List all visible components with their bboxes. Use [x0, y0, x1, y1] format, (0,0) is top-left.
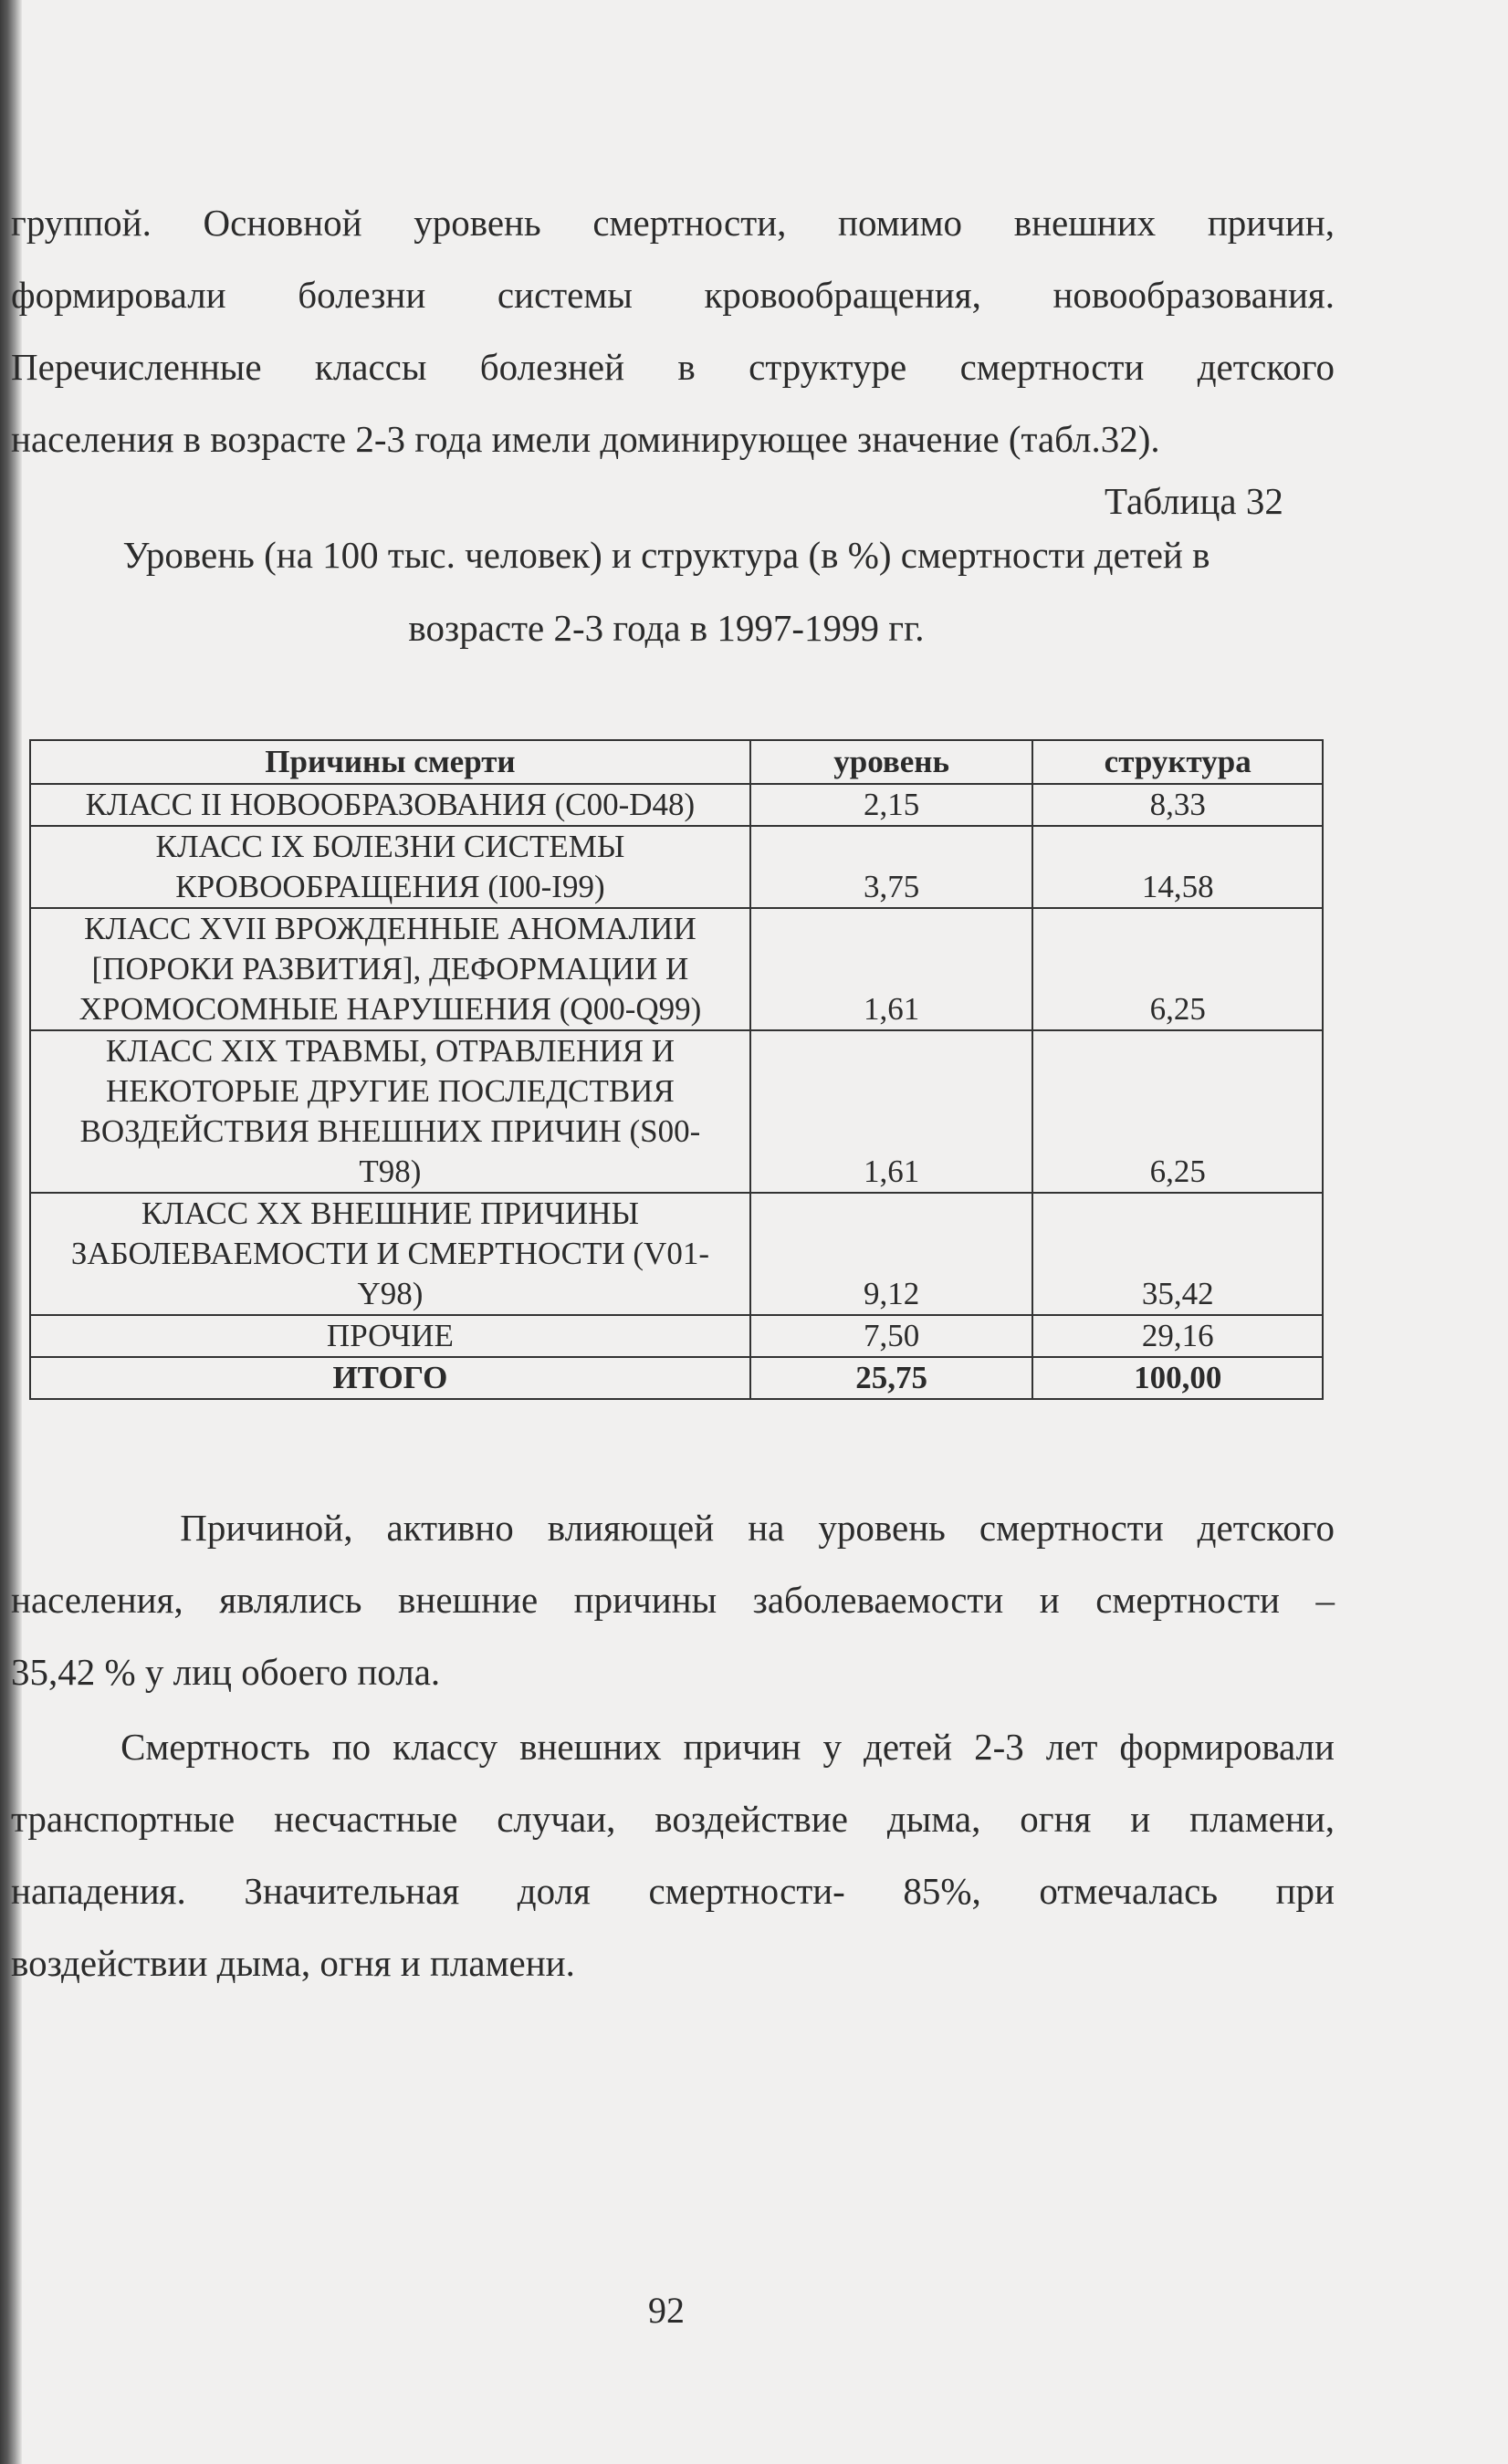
cause-cell: [30, 908, 750, 1030]
paragraph-line: нападения. Значительная доля смертности- 85%, отмечалась при: [11, 1870, 1335, 1912]
total-level-cell: 25,75: [750, 1357, 1033, 1399]
structure-cell: 14,58: [1032, 826, 1323, 908]
paragraph-line: Смертность по классу внешних причин у детей 2-3 лет формировали: [11, 1726, 1335, 1768]
table-total-row: [30, 1357, 1323, 1399]
cause-cell: [30, 1315, 750, 1357]
paragraph-line: формировали болезни системы кровообращения, новообразования.: [11, 274, 1335, 316]
paragraph-intro: [11, 187, 1335, 475]
cause-line: НЕКОТОРЫЕ ДРУГИЕ ПОСЛЕДСТВИЯ: [106, 1073, 675, 1109]
column-header-cause: Причины смерти: [30, 740, 750, 784]
cause-line: КРОВООБРАЩЕНИЯ (I00-I99): [175, 869, 605, 904]
table-caption: [0, 527, 1333, 655]
mortality-table: [29, 739, 1324, 1400]
paragraph-external-causes: [11, 1492, 1335, 1708]
cause-line: КЛАСС XVII ВРОЖДЕННЫЕ АНОМАЛИИ: [84, 911, 696, 946]
level-cell: 1,61: [750, 1030, 1033, 1193]
cause-line: [ПОРОКИ РАЗВИТИЯ], ДЕФОРМАЦИИ И: [91, 951, 689, 987]
cause-line: КЛАСС XIX ТРАВМЫ, ОТРАВЛЕНИЯ И: [105, 1033, 675, 1069]
cause-cell: [30, 784, 750, 826]
paragraph-line: транспортные несчастные случаи, воздействие дыма, огня и пламени,: [11, 1798, 1335, 1840]
cause-cell: [30, 826, 750, 908]
cause-line: КЛАСС XX ВНЕШНИЕ ПРИЧИНЫ: [141, 1195, 640, 1231]
paragraph-line: группой. Основной уровень смертности, помимо внешних причин,: [11, 202, 1335, 244]
cause-cell: [30, 1030, 750, 1193]
paragraph-line: воздействии дыма, огня и пламени.: [11, 1942, 575, 1984]
level-cell: 2,15: [750, 784, 1033, 826]
cause-cell: [30, 1193, 750, 1315]
paragraph-line: населения в возрасте 2-3 года имели доминирующее значение (табл.32).: [11, 418, 1160, 460]
table-row: [30, 784, 1323, 826]
table-row: [30, 826, 1323, 908]
cause-line: T98): [359, 1154, 422, 1189]
table-row: [30, 908, 1323, 1030]
level-cell: 3,75: [750, 826, 1033, 908]
level-cell: 1,61: [750, 908, 1033, 1030]
cause-line: КЛАСС II НОВООБРАЗОВАНИЯ (C00-D48): [85, 787, 696, 822]
level-cell: 7,50: [750, 1315, 1033, 1357]
paragraph-line: населения, являлись внешние причины заболеваемости и смертности –: [11, 1579, 1335, 1621]
cause-line: ХРОМОСОМНЫЕ НАРУШЕНИЯ (Q00-Q99): [79, 991, 702, 1027]
cause-line: КЛАСС IX БОЛЕЗНИ СИСТЕМЫ: [155, 829, 625, 864]
caption-line: Уровень (на 100 тыс. человек) и структура (в %) смертности детей в: [122, 534, 1210, 576]
paragraph-line: Причиной, активно влияющей на уровень смертности детского: [11, 1507, 1335, 1549]
paragraph-line: 35,42 % у лиц обоего пола.: [11, 1651, 441, 1693]
cause-line: Y98): [357, 1276, 424, 1311]
table-row: [30, 1193, 1323, 1315]
column-header-structure: структура: [1032, 740, 1323, 784]
table-number-label: Таблица 32: [1105, 480, 1283, 522]
table-header-row: [30, 740, 1323, 784]
caption-line: возрасте 2-3 года в 1997-1999 гг.: [408, 607, 925, 649]
total-label-cell: ИТОГО: [30, 1357, 750, 1399]
paragraph-transport: [11, 1711, 1335, 1999]
structure-cell: 29,16: [1032, 1315, 1323, 1357]
cause-line: ЗАБОЛЕВАЕМОСТИ И СМЕРТНОСТИ (V01-: [70, 1236, 709, 1271]
cause-line: ВОЗДЕЙСТВИЯ ВНЕШНИХ ПРИЧИН (S00-: [79, 1113, 701, 1149]
table-row: [30, 1315, 1323, 1357]
structure-cell: 8,33: [1032, 784, 1323, 826]
paragraph-line: Перечисленные классы болезней в структуре смертности детского: [11, 346, 1335, 388]
cause-line: ПРОЧИЕ: [326, 1318, 454, 1353]
column-header-level: уровень: [750, 740, 1033, 784]
structure-cell: 6,25: [1032, 908, 1323, 1030]
page-number: 92: [648, 2290, 685, 2331]
table-row: [30, 1030, 1323, 1193]
total-structure-cell: 100,00: [1032, 1357, 1323, 1399]
structure-cell: 6,25: [1032, 1030, 1323, 1193]
level-cell: 9,12: [750, 1193, 1033, 1315]
structure-cell: 35,42: [1032, 1193, 1323, 1315]
